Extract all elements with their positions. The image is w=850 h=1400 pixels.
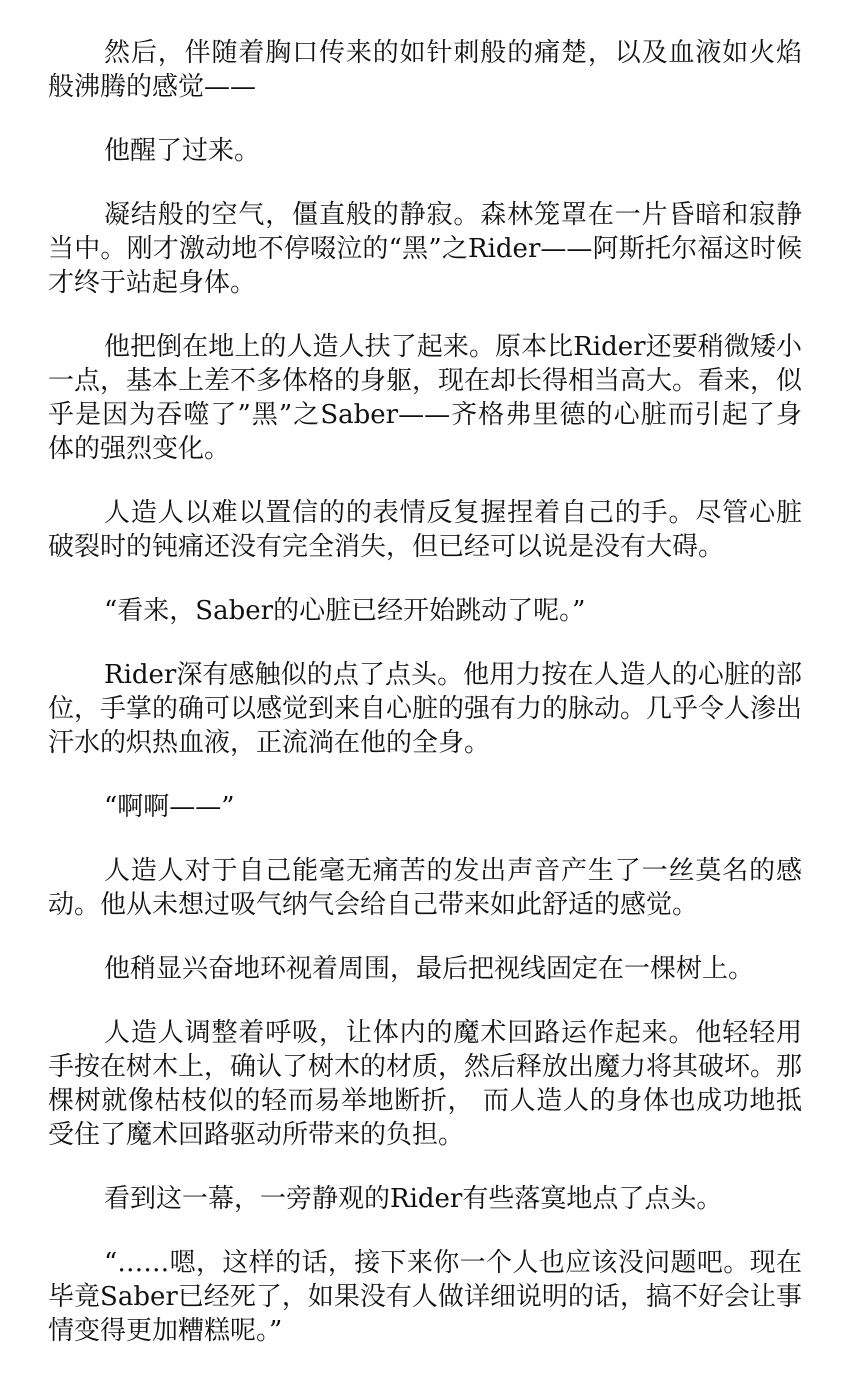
paragraph-12: 看到这一幕，一旁静观的Rider有些落寞地点了点头。 [104,1184,723,1214]
paragraph-11: 人造人调整着呼吸，让体内的魔术回路运作起来。他轻轻用手按在树木上，确认了树木的材质，然后释放出魔力将其破坏。那棵树就像枯枝似的轻而易举地断折， 而人造人的身体也成功地抵受住了魔术回路驱动所带来的负担。 [48,1018,803,1150]
paragraph-3: 凝结般的空气，僵直般的静寂。森林笼罩在一片昏暗和寂静当中。刚才激动地不停啜泣的“黑”之Rider——阿斯托尔福这时候才终于站起身体。 [48,200,802,298]
paragraph-6: “看来，Saber的心脏已经开始跳动了呢。” [104,596,586,626]
paragraph-1: 然后，伴随着胸口传来的如针刺般的痛楚，以及血液如火焰般沸腾的感觉—— [48,38,802,102]
paragraph-4: 他把倒在地上的人造人扶了起来。原本比Rider还要稍微矮小一点，基本上差不多体格的身躯，现在却长得相当高大。看来，似乎是因为吞噬了”黑”之Saber——齐格弗里德的心脏而引起了身体的强烈变化。 [48,332,803,464]
paragraph-9: 人造人对于自己能毫无痛苦的发出声音产生了一丝莫名的感动。他从未想过吸气纳气会给自己带来如此舒适的感觉。 [48,856,802,920]
paragraph-2: 他醒了过来。 [104,136,261,166]
paragraph-8: “啊啊——” [104,792,235,822]
paragraph-13: “……嗯，这样的话，接下来你一个人也应该没问题吧。现在毕竟Saber已经死了，如果没有人做详细说明的话，搞不好会让事情变得更加糟糕呢。” [48,1248,802,1346]
paragraph-10: 他稍显兴奋地环视着周围，最后把视线固定在一棵树上。 [104,954,755,984]
paragraph-5: 人造人以难以置信的的表情反复握捏着自己的手。尽管心脏破裂时的钝痛还没有完全消失，但已经可以说是没有大碍。 [48,498,802,562]
paragraph-7: Rider深有感触似的点了点头。他用力按在人造人的心脏的部位，手掌的确可以感觉到来自心脏的强有力的脉动。几乎令人渗出汗水的炽热血液，正流淌在他的全身。 [48,660,803,758]
